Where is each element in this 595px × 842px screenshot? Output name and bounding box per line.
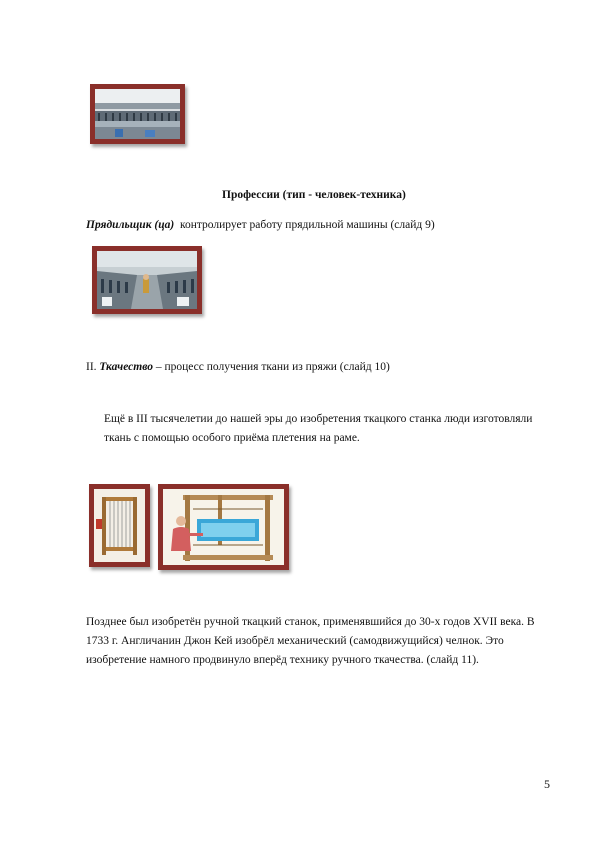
weaving-description: – процесс получения ткани из пряжи (слайд 10) <box>155 361 390 373</box>
section-heading: Профессии (тип - человек-техника) <box>222 189 406 201</box>
spinner-line <box>86 219 435 231</box>
page-number: 5 <box>544 777 550 791</box>
spinner-term: Прядильщик (ца) <box>86 219 175 231</box>
weaving-numeral: II. <box>86 361 97 373</box>
hand-loom-illustration <box>158 484 289 570</box>
spinner-description: контролирует работу прядильной машины (слайд 9) <box>179 219 435 231</box>
weaving-frame-illustration <box>89 484 150 567</box>
spinning-workshop-photo <box>92 246 202 314</box>
paragraph-ancient-weaving: Ещё в III тысячелетии до нашей эры до изобретения ткацкого станка люди изготовляли ткань с помощью особого приёма плетения на раме. <box>104 413 533 444</box>
weaving-term: Ткачество <box>99 361 153 373</box>
weaving-line <box>86 361 390 373</box>
paragraph-hand-loom: Позднее был изобретён ручной ткацкий станок, применявшийся до 30-х годов XVII века. В 1733 г. Англичанин Джон Кей изобрёл механический (самодвижущийся) челнок. Это изобретение намного продвинуло вперёд технику ручного ткачества. (слайд 11). <box>86 616 535 666</box>
spinning-mill-photo <box>90 84 185 144</box>
